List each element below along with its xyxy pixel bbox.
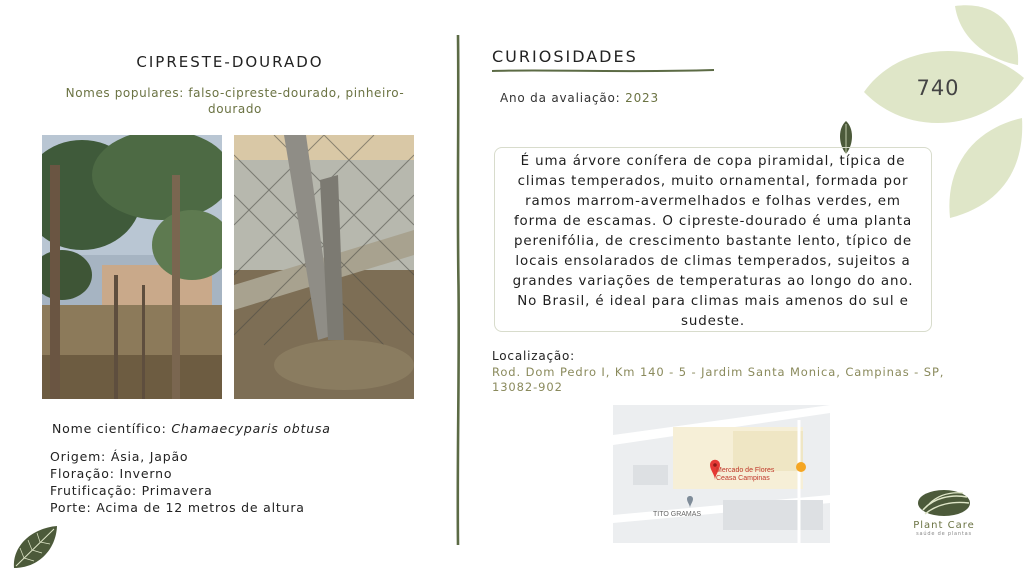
plant-facts bbox=[50, 448, 305, 516]
map-poi-label[interactable] bbox=[716, 467, 774, 483]
evaluation-year bbox=[500, 91, 659, 105]
bottom-leaf-icon bbox=[10, 522, 60, 572]
scientific-name-line bbox=[52, 421, 331, 436]
fruiting: Frutificação: Primavera bbox=[50, 483, 213, 498]
title-underline bbox=[492, 68, 714, 74]
popular-names: Nomes populares: falso-cipreste-dourado, pinheiro-dourado bbox=[65, 86, 405, 116]
plant-care-logo bbox=[904, 488, 984, 544]
curiosities-description: É uma árvore conífera de copa piramidal, típica de climas temperados, muito ornamental, formada por ramos marrom-avermelhados e folhas verdes, em forma de escamas. O cipreste-dourado é uma planta perenifólia, de crescimento bastante lento, típico de locais ensolarados de climas temperados, sujeitos a grandes variações de temperaturas ao longo do ano. No Brasil, é ideal para climas mais amenos do sul e sudeste. bbox=[494, 147, 932, 332]
location-label: Localização: bbox=[492, 349, 576, 363]
logo-name: Plant Care bbox=[913, 520, 975, 531]
plant-title: CIPRESTE-DOURADO bbox=[136, 53, 324, 71]
vertical-divider bbox=[455, 35, 461, 545]
year-label: Ano da avaliação: bbox=[500, 91, 626, 105]
tree-photo-1 bbox=[42, 135, 222, 399]
logo-tagline: saúde de plantas bbox=[916, 531, 972, 537]
curiosities-title: CURIOSIDADES bbox=[492, 47, 638, 66]
origin: Origem: Ásia, Japão bbox=[50, 449, 189, 464]
map-poi-line1: Mercado de Flores bbox=[716, 467, 775, 474]
year-value: 2023 bbox=[625, 91, 659, 105]
size: Porte: Acima de 12 metros de altura bbox=[50, 500, 305, 515]
map-poi-line2: Ceasa Campinas bbox=[716, 475, 770, 482]
tree-photo-2 bbox=[234, 135, 414, 399]
map-street-label: TITO GRAMAS bbox=[653, 511, 702, 518]
flowering: Floração: Inverno bbox=[50, 466, 173, 481]
scientific-name: Chamaecyparis obtusa bbox=[171, 421, 331, 436]
badge-number: 740 bbox=[916, 76, 960, 100]
location-address[interactable]: Rod. Dom Pedro I, Km 140 - 5 - Jardim Santa Monica, Campinas - SP, 13082-902 bbox=[492, 365, 945, 394]
scientific-name-label: Nome científico: bbox=[52, 421, 172, 436]
location-map[interactable] bbox=[613, 405, 830, 543]
logo-leaf-icon bbox=[917, 488, 971, 518]
